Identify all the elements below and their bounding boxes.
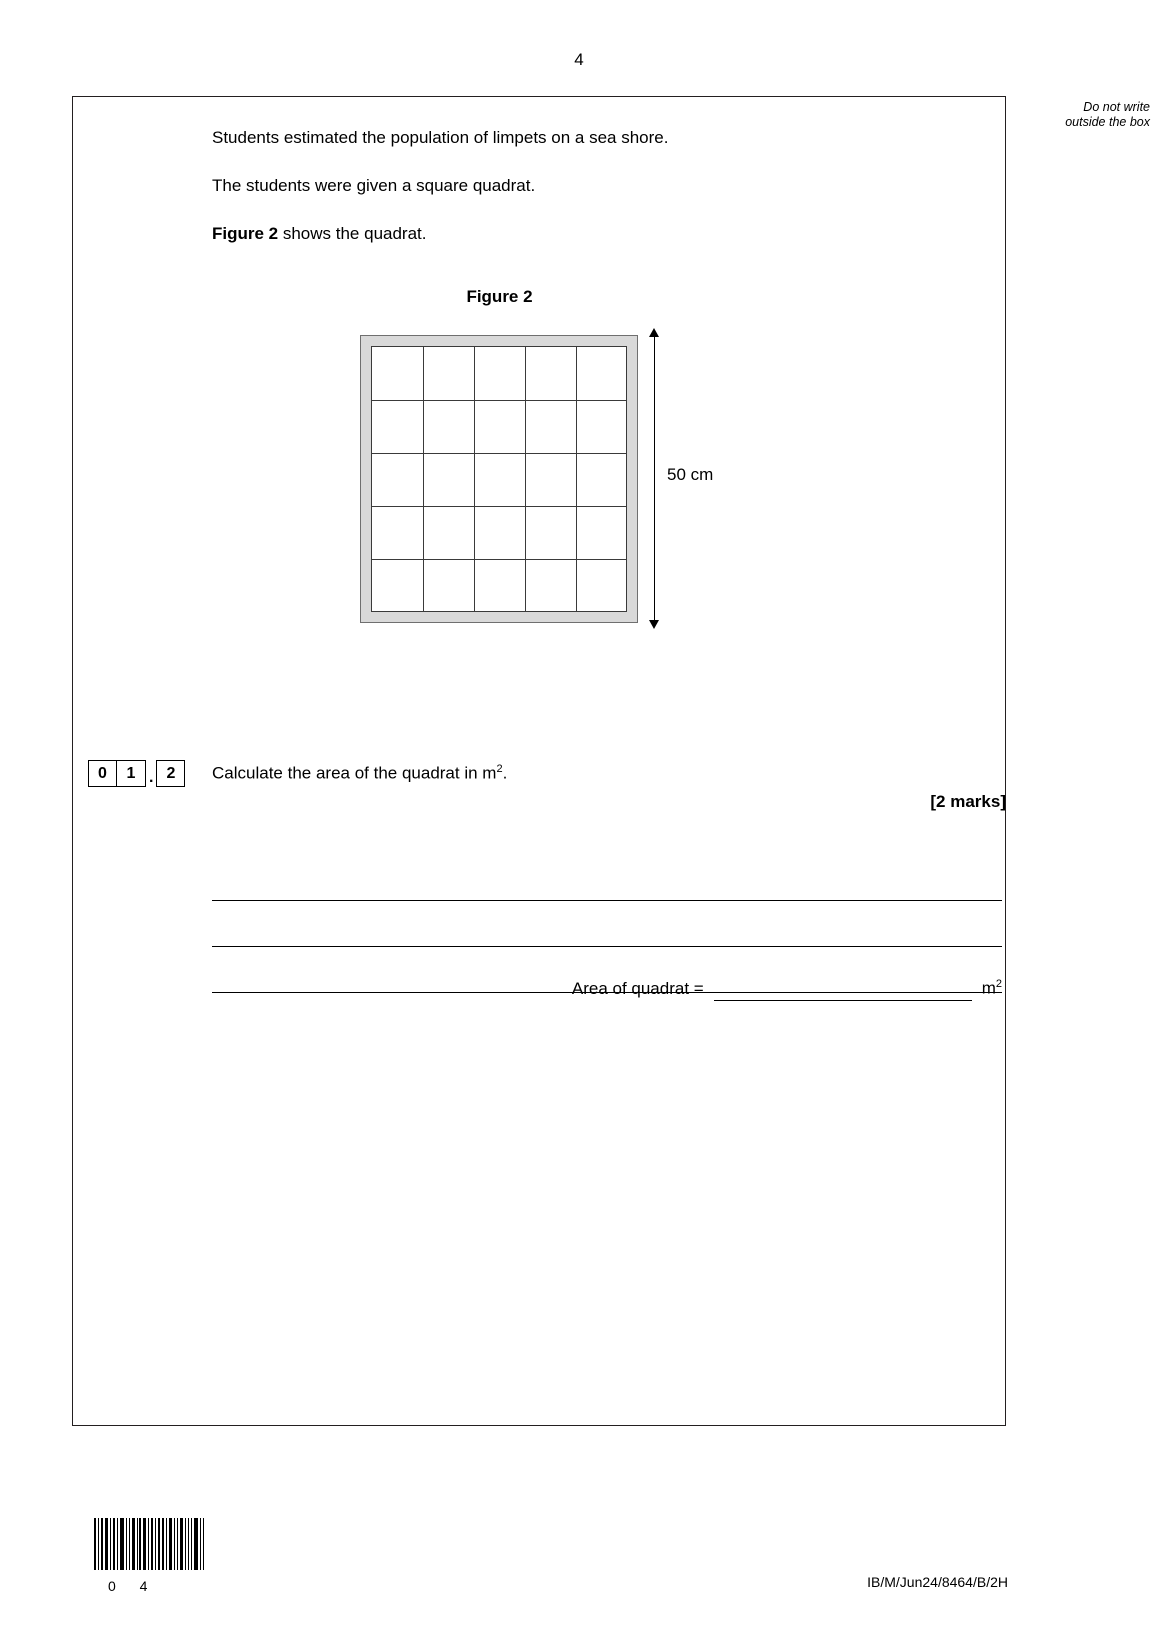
figure-caption: Figure 2: [466, 287, 533, 306]
answer-line[interactable]: [212, 901, 1002, 947]
paragraph-figure-ref: [212, 223, 1002, 245]
final-answer-row: [212, 978, 1002, 1001]
question-text-end: .: [502, 763, 508, 783]
marks-label: [2 marks]: [930, 792, 1006, 811]
final-answer-unit: [982, 978, 1002, 1001]
dimension-arrow-down-icon: [649, 620, 659, 629]
question-number: [88, 760, 185, 787]
dimension-arrow-line: [654, 336, 655, 622]
final-answer-unit-base: m: [981, 978, 996, 998]
final-answer-input[interactable]: [714, 980, 972, 1001]
margin-note: Do not write outside the box: [1065, 100, 1150, 129]
question-text: [212, 763, 507, 784]
quadrat-grid: [371, 346, 627, 612]
final-answer-unit-superscript: 2: [995, 978, 1002, 990]
question-digit-1: 1: [117, 760, 146, 787]
question-digit-0: 0: [88, 760, 117, 787]
barcode-label: 0 4: [108, 1578, 158, 1594]
question-text-main: Calculate the area of the quadrat in m: [212, 763, 497, 783]
answer-line[interactable]: [212, 855, 1002, 901]
question-number-separator: .: [149, 769, 154, 786]
dimension-arrow-up-icon: [649, 328, 659, 337]
figure-reference-rest: shows the quadrat.: [278, 224, 427, 243]
footer-code: IB/M/Jun24/8464/B/2H: [867, 1574, 1008, 1590]
question-text-superscript: 2: [496, 763, 503, 775]
quadrat-frame: [360, 335, 638, 623]
paragraph-quadrat: The students were given a square quadrat.: [212, 176, 536, 195]
figure-2-diagram: [212, 335, 1002, 635]
barcode: [94, 1518, 206, 1576]
dimension-label: 50 cm: [667, 465, 714, 484]
paragraph-intro: Students estimated the population of limpets on a sea shore.: [212, 128, 669, 147]
question-sub-digit: 2: [156, 760, 185, 787]
final-answer-label: Area of quadrat =: [571, 978, 704, 998]
page-number: 4: [574, 50, 584, 69]
question-content: [212, 96, 1002, 635]
answer-lines[interactable]: [212, 855, 1002, 993]
figure-reference-bold: Figure 2: [212, 224, 279, 243]
